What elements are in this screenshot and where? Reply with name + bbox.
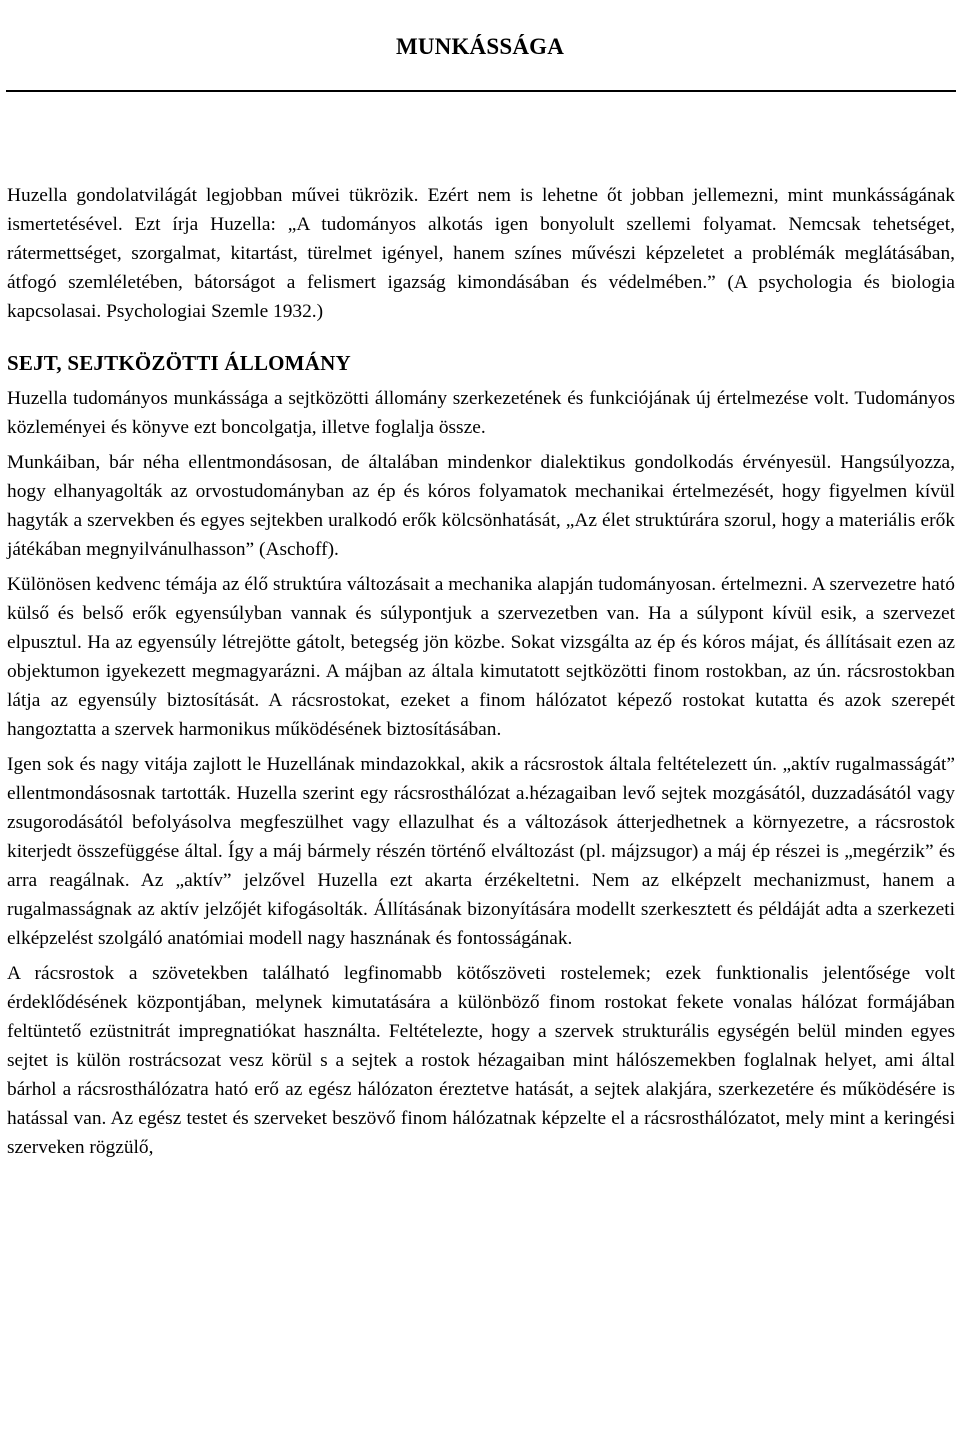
document-body [7,181,955,1162]
body-paragraph: Igen sok és nagy vitája zajlott le Huzellának mindazokkal, akik a rácsrostok általa feltételezett ún. „aktív rugalmasságát” ellentmondásosnak tartották. Huzella szerint egy rácsrosthálózat a.hézagaiban levő sejtek mozgásától, duzzadásától vagy zsugorodásától befolyásolva megfeszülhet vagy ellazulhat és a változások átterjedhetnek a környezetre, a rácsrostok kiterjedt összefüggése által. Így a máj bármely részén történő elváltozást (pl. májzsugor) a máj ép részei is „megérzik” és arra reagálnak. Az „aktív” jelzővel Huzella ezt akarta érzékeltetni. Nem az elképzelt mechanizmust, hanem a rugalmasságnak az aktív jelzőjét kifogásolták. Állításának bizonyítására modellt szerkesztett és példáját adta a szerkezeti elképzelést szolgáló anatómiai modell nagy hasznának és fontosságának. [7,754,955,949]
body-paragraph: Munkáiban, bár néha ellentmondásosan, de általában mindenkor dialektikus gondolkodás érvényesül. Hangsúlyozza, hogy elhanyagolták az orvostudományban az ép és kóros folyamatok mechanikai értelmezését, hogy figyelmen kívül hagyták a szervekben és egyes sejtekben uralkodó erők kölcsönhatását, „Az élet struktúrára szorul, hogy a materiális erők játékában megnyilvánulhasson” (Aschoff). [7,452,955,560]
page-title: MUNKÁSSÁGA [395,34,565,59]
body-paragraph: Különösen kedvenc témája az élő struktúra változásait a mechanika alapján tudományosan. értelmezni. A szervezetre ható külső és belső erők egyensúlyban vannak és súlypontjuk a szervezetben van. Ha a súlypont kívül esik, a szervezet elpusztul. Ha az egyensúly létrejötte gátolt, betegség jön közbe. Sokat vizsgálta az ép és kóros májat, és állításait ezen az objektumon igyekezett megmagyarázni. A májban az általa kimutatott sejtközötti finom rostokban, az ún. rácsrostokban látja az egyensúly biztosítását. A rácsrostokat, ezeket a finom hálózatot képező rostokat kutatta és azok szerepét hangoztatta a szervek harmonikus működésének biztosításában. [7,574,955,740]
title-underline-rule [6,90,956,92]
body-paragraph: Huzella tudományos munkássága a sejtközötti állomány szerkezetének és funkciójának új értelmezése volt. Tudományos közleményei és könyve ezt boncolgatja, illetve foglalja össze. [7,388,955,438]
section-heading: SEJT, SEJTKÖZÖTTI ÁLLOMÁNY [7,351,351,375]
body-paragraph: A rácsrostok a szövetekben található legfinomabb kötőszöveti rostelemek; ezek funktionalis jelentősége volt érdeklődésének központjában, melynek kimutatására a különböző finom rostokat fekete vonalas hálózat formájában feltüntető ezüstnitrát impregnatiókat használta. Feltételezte, hogy a szervek strukturális egységén belül minden egyes sejtet is külön rostrácsozat vesz körül s a sejtek a rostok hézagaiban mint hálószemekben foglalnak helyet, ami által bárhol a rácsrosthálózatra ható erő az egész hálózaton éreztetve hatását, a sejtek alakjára, szerkezetére és működésére is hatással van. Az egész testet és szerveket beszövő finom hálózatnak képzelte el a rácsrosthálózatot, mely mint a keringési szerveken rögzülő, [7,963,955,1158]
intro-paragraph: Huzella gondolatvilágát legjobban művei tükrözik. Ezért nem is lehetne őt jobban jellemezni, mint munkásságának ismertetésével. Ezt írja Huzella: „A tudományos alkotás igen bonyolult szellemi folyamat. Nemcsak tehetséget, rátermettséget, szorgalmat, kitartást, türelmet igényel, hanem színes művészi képzeletet a problémák meglátásában, átfogó szemléletében, bátorságot a felismert igazság kimondásában és védelmében.” (A psychologia és biologia kapcsolasai. Psychologiai Szemle 1932.) [7,185,955,322]
